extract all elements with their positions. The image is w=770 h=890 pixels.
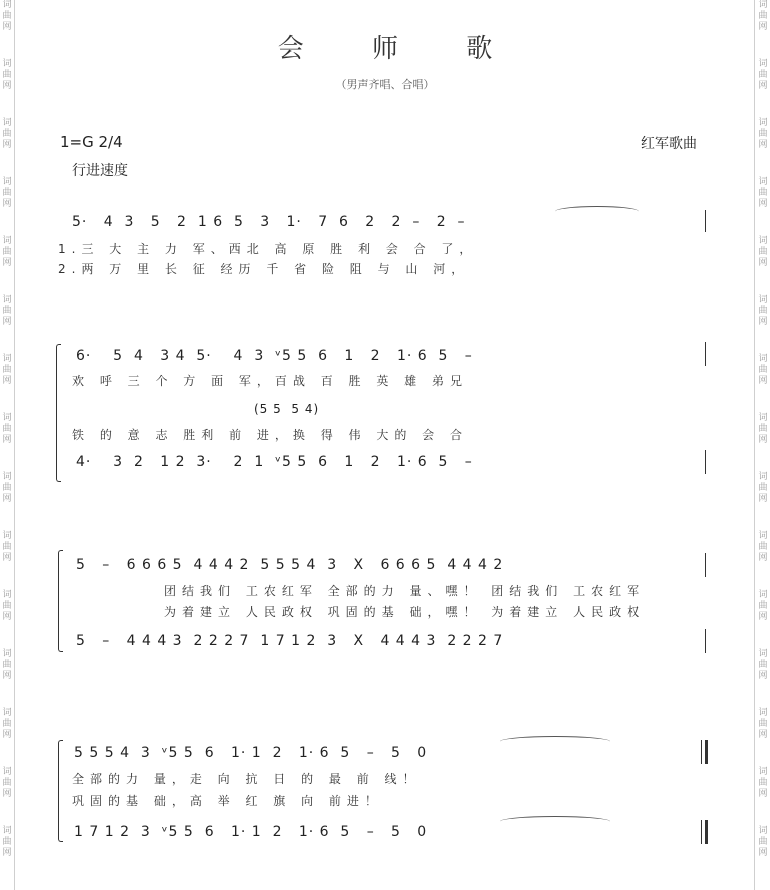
system3-lyrics-2: 为着建立 人民政权 巩固的基 础，嘿！ 为着建立 人民政权 <box>164 605 646 619</box>
watermark-glyph: 词 <box>758 826 768 836</box>
watermark-glyph: 网 <box>2 22 12 32</box>
watermark-glyph: 曲 <box>758 424 768 434</box>
watermark-glyph: 曲 <box>2 660 12 670</box>
watermark-gap <box>756 328 770 354</box>
watermark-glyph: 词 <box>2 472 12 482</box>
watermark-glyph: 词 <box>2 177 12 187</box>
watermark-glyph: 曲 <box>758 542 768 552</box>
system4-lyrics-2: 巩固的基 础，高 举 红 旗 向 前进！ <box>72 794 383 808</box>
system2-lower-end <box>705 450 706 474</box>
watermark-glyph: 词 <box>2 236 12 246</box>
watermark-gap <box>0 151 14 177</box>
watermark-glyph: 曲 <box>758 188 768 198</box>
watermark-glyph: 网 <box>758 435 768 445</box>
system2-lyrics-2: 铁 的 意 志 胜利 前 进，换 得 伟 大的 会 合 <box>72 428 468 442</box>
watermark-gap <box>756 741 770 767</box>
watermark-gap <box>0 564 14 590</box>
system3-upper-end <box>705 553 706 577</box>
system1-lyrics-2: 2.两 万 里 长 征 经历 千 省 险 阻 与 山 河， <box>58 262 470 276</box>
watermark-glyph: 曲 <box>758 247 768 257</box>
system4-upper-notes: 5 5 5 4 3 ᵛ5 5 6 1· 1 2 1· 6 5 – 5 0 <box>74 745 428 761</box>
system2-bracket <box>56 344 61 482</box>
system3-lyrics-1: 团结我们 工农红军 全部的力 量、嘿！ 团结我们 工农红军 <box>164 584 646 598</box>
watermark-glyph: 词 <box>2 708 12 718</box>
watermark-glyph: 网 <box>2 612 12 622</box>
system4-bracket <box>58 740 63 842</box>
watermark-glyph: 曲 <box>2 601 12 611</box>
watermark-glyph: 曲 <box>2 424 12 434</box>
watermark-glyph: 曲 <box>758 70 768 80</box>
watermark-glyph: 网 <box>2 730 12 740</box>
watermark-glyph: 曲 <box>758 365 768 375</box>
watermark-glyph: 网 <box>758 494 768 504</box>
watermark-glyph: 网 <box>758 317 768 327</box>
watermark-glyph: 网 <box>2 317 12 327</box>
watermark-glyph: 曲 <box>2 365 12 375</box>
watermark-glyph: 曲 <box>2 719 12 729</box>
watermark-gap <box>756 623 770 649</box>
system3-upper-notes: 5 – 6 6 6 5 4 4 4 2 5 5 5 4 3 X 6 6 6 5 4 4 4 2 <box>76 557 504 573</box>
watermark-glyph: 网 <box>758 258 768 268</box>
watermark-glyph: 词 <box>758 236 768 246</box>
watermark-glyph: 曲 <box>2 11 12 21</box>
watermark-glyph: 曲 <box>758 837 768 847</box>
watermark-glyph: 曲 <box>2 542 12 552</box>
system4-upper-tie <box>500 736 610 747</box>
watermark-gap <box>0 210 14 236</box>
watermark-glyph: 网 <box>758 553 768 563</box>
system2-alt-notes: (5 5 5 4) <box>254 402 320 416</box>
watermark-glyph: 词 <box>2 354 12 364</box>
watermark-glyph: 网 <box>758 848 768 858</box>
watermark-glyph: 词 <box>2 531 12 541</box>
system4-lower-tie <box>500 816 610 827</box>
watermark-glyph: 词 <box>758 59 768 69</box>
watermark-glyph: 曲 <box>2 483 12 493</box>
watermark-glyph: 词 <box>758 0 768 10</box>
watermark-glyph: 网 <box>2 435 12 445</box>
system4-upper-final-barline <box>705 740 708 764</box>
watermark-glyph: 词 <box>758 413 768 423</box>
left-watermark <box>0 0 14 885</box>
watermark-gap <box>756 387 770 413</box>
watermark-glyph: 网 <box>758 612 768 622</box>
watermark-glyph: 词 <box>758 295 768 305</box>
watermark-glyph: 词 <box>2 826 12 836</box>
watermark-glyph: 词 <box>2 59 12 69</box>
system3-lower-end <box>705 629 706 653</box>
watermark-gap <box>0 269 14 295</box>
watermark-gap <box>0 505 14 531</box>
watermark-gap <box>756 564 770 590</box>
tempo-marking: 行进速度 <box>72 163 128 179</box>
watermark-glyph: 词 <box>758 177 768 187</box>
system2-lyrics-1: 欢 呼 三 个 方 面 军，百战 百 胜 英 雄 弟兄 <box>72 374 468 388</box>
system1-notes: 5· 4 3 5 2 1 6 5 3 1· 7 6 2 2 – 2 – <box>72 214 466 230</box>
watermark-glyph: 曲 <box>758 483 768 493</box>
watermark-gap <box>756 210 770 236</box>
watermark-glyph: 曲 <box>758 129 768 139</box>
watermark-glyph: 曲 <box>758 11 768 21</box>
watermark-glyph: 网 <box>758 376 768 386</box>
watermark-glyph: 曲 <box>2 306 12 316</box>
watermark-glyph: 网 <box>758 730 768 740</box>
system3-bracket <box>58 550 63 652</box>
left-margin-rule <box>14 0 15 890</box>
watermark-glyph: 词 <box>758 354 768 364</box>
watermark-glyph: 词 <box>758 590 768 600</box>
watermark-glyph: 网 <box>2 140 12 150</box>
watermark-gap <box>756 269 770 295</box>
key-signature: 1=G 2/4 <box>60 133 123 151</box>
watermark-glyph: 词 <box>758 767 768 777</box>
watermark-glyph: 网 <box>2 848 12 858</box>
watermark-glyph: 网 <box>2 258 12 268</box>
watermark-glyph: 词 <box>2 118 12 128</box>
right-margin-rule <box>754 0 755 890</box>
watermark-glyph: 词 <box>2 413 12 423</box>
watermark-glyph: 网 <box>758 140 768 150</box>
watermark-gap <box>0 623 14 649</box>
watermark-gap <box>756 151 770 177</box>
watermark-glyph: 曲 <box>758 306 768 316</box>
watermark-glyph: 词 <box>758 649 768 659</box>
system2-upper-end <box>705 342 706 366</box>
watermark-gap <box>0 387 14 413</box>
watermark-glyph: 网 <box>2 81 12 91</box>
watermark-glyph: 曲 <box>758 778 768 788</box>
system3-lower-notes: 5 – 4 4 4 3 2 2 2 7 1 7 1 2 3 X 4 4 4 3 2 2 2 7 <box>76 633 504 649</box>
system2-lower-notes: 4· 3 2 1 2 3· 2 1 ᵛ5 5 6 1 2 1· 6 5 – <box>76 454 473 470</box>
watermark-glyph: 网 <box>2 671 12 681</box>
watermark-gap <box>756 800 770 826</box>
system1-tie <box>555 206 639 217</box>
system1-lyrics-1: 1.三 大 主 力 军、西北 高 原 胜 利 会 合 了， <box>58 242 478 256</box>
watermark-glyph: 词 <box>2 590 12 600</box>
watermark-glyph: 词 <box>758 531 768 541</box>
watermark-gap <box>0 92 14 118</box>
watermark-glyph: 网 <box>758 671 768 681</box>
watermark-gap <box>0 741 14 767</box>
watermark-glyph: 网 <box>758 81 768 91</box>
watermark-glyph: 词 <box>758 118 768 128</box>
system2-upper-notes: 6· 5 4 3 4 5· 4 3 ᵛ5 5 6 1 2 1· 6 5 – <box>76 348 473 364</box>
watermark-glyph: 曲 <box>2 129 12 139</box>
watermark-gap <box>756 682 770 708</box>
right-watermark <box>756 0 770 885</box>
watermark-glyph: 曲 <box>2 778 12 788</box>
watermark-glyph: 网 <box>2 494 12 504</box>
watermark-gap <box>756 505 770 531</box>
watermark-glyph: 词 <box>758 472 768 482</box>
watermark-glyph: 网 <box>2 553 12 563</box>
watermark-glyph: 曲 <box>758 660 768 670</box>
watermark-glyph: 词 <box>2 649 12 659</box>
watermark-glyph: 曲 <box>758 601 768 611</box>
watermark-gap <box>0 800 14 826</box>
system4-lyrics-1: 全部的力 量，走 向 抗 日 的 最 前 线！ <box>72 772 421 786</box>
system4-lower-thin-end <box>701 820 702 844</box>
watermark-glyph: 网 <box>2 376 12 386</box>
composer-credit: 红军歌曲 <box>641 136 697 152</box>
watermark-gap <box>0 682 14 708</box>
watermark-gap <box>756 446 770 472</box>
watermark-glyph: 网 <box>2 789 12 799</box>
watermark-gap <box>756 92 770 118</box>
watermark-glyph: 曲 <box>2 188 12 198</box>
system4-lower-final-barline <box>705 820 708 844</box>
song-title: 会 师 歌 <box>277 34 523 64</box>
watermark-gap <box>0 859 14 885</box>
system4-upper-thin-end <box>701 740 702 764</box>
watermark-gap <box>0 446 14 472</box>
watermark-glyph: 网 <box>758 199 768 209</box>
system4-lower-notes: 1 7 1 2 3 ᵛ5 5 6 1· 1 2 1· 6 5 – 5 0 <box>74 824 428 840</box>
song-subtitle: （男声齐唱、合唱） <box>335 78 435 91</box>
watermark-glyph: 词 <box>2 295 12 305</box>
watermark-glyph: 曲 <box>2 70 12 80</box>
watermark-glyph: 曲 <box>2 837 12 847</box>
watermark-glyph: 曲 <box>758 719 768 729</box>
watermark-glyph: 网 <box>758 22 768 32</box>
watermark-glyph: 网 <box>2 199 12 209</box>
system1-barline <box>705 210 706 232</box>
watermark-glyph: 词 <box>2 767 12 777</box>
watermark-glyph: 词 <box>2 0 12 10</box>
watermark-glyph: 词 <box>758 708 768 718</box>
watermark-glyph: 曲 <box>2 247 12 257</box>
watermark-gap <box>756 859 770 885</box>
watermark-gap <box>0 328 14 354</box>
watermark-glyph: 网 <box>758 789 768 799</box>
